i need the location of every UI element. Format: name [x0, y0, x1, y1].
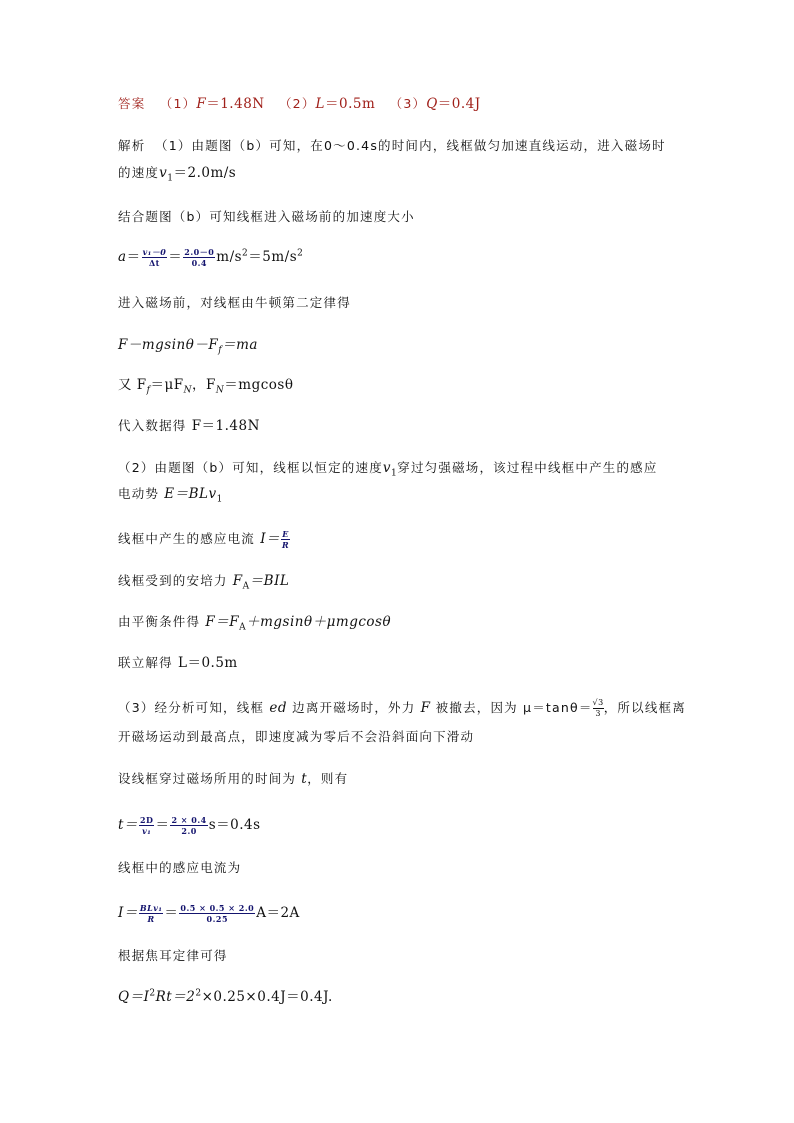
analysis-line-1 — [118, 137, 666, 155]
subscript-f: f — [218, 345, 223, 356]
fraction-numerator: E — [282, 529, 289, 539]
answer-part3-variable: Q — [426, 96, 438, 112]
subscript-A: A — [239, 622, 247, 633]
fraction-denominator: v₁ — [142, 826, 152, 836]
formula-part: F＝F — [205, 614, 240, 630]
formula-part: F — [232, 573, 243, 589]
fraction-2D-v1 — [139, 815, 155, 836]
analysis-text-1: （1）由题图（b）可知，在0～0.4s的时间内，线框做匀加速直线运动，进入磁场时 — [155, 138, 666, 153]
analysis-line-11 — [118, 529, 291, 550]
fraction-numerator: 2D — [139, 815, 154, 825]
formula-current: I＝ — [260, 531, 281, 547]
text-part3-c: 被撤去，因为 μ＝tanθ＝ — [430, 700, 593, 715]
fraction-denominator: 0.4 — [191, 258, 207, 268]
newton-equation — [118, 336, 258, 354]
answer-part3-number: （3） — [389, 96, 427, 111]
analysis-line-16: 开磁场运动到最高点，即速度减为零后不会沿斜面向下滑动 — [118, 729, 475, 744]
fraction-numerator: BLv₁ — [139, 903, 163, 913]
fraction-numerator: v₁－0 — [142, 247, 167, 257]
equation-part: 又 F — [118, 377, 147, 393]
subscript-N: N — [183, 385, 193, 396]
text-part2-cont: 穿过匀强磁场，该过程中线框中产生的感应 — [397, 460, 658, 475]
result-L: L＝0.5m — [177, 655, 238, 671]
analysis-line-19: 线框中的感应电流为 — [118, 860, 242, 875]
var-a: a — [118, 249, 127, 265]
analysis-line-5: 进入磁场前，对线框由牛顿第二定律得 — [118, 295, 351, 310]
text-part3: （3）经分析可知，线框 — [118, 700, 270, 715]
analysis-line-21: 根据焦耳定律可得 — [118, 948, 228, 963]
fraction-time-values — [170, 815, 207, 836]
analysis-label: 解析 — [118, 138, 146, 153]
text-part3-b: 边离开磁场时，外力 — [286, 700, 421, 715]
equals-sign: ＝ — [155, 817, 170, 833]
subscript-f: f — [146, 385, 151, 396]
answer-part2-value: ＝0.5m — [325, 96, 376, 112]
var-ed: ed — [269, 700, 287, 716]
formula-part: Q＝I — [118, 989, 150, 1005]
text-part2: （2）由题图（b）可知，线框以恒定的速度 — [118, 460, 383, 475]
unit-ms: m/s — [216, 249, 243, 265]
text-time-b: ，则有 — [307, 771, 349, 786]
result-I: A＝2A — [256, 905, 300, 921]
text-time: 设线框穿过磁场所用的时间为 — [118, 771, 302, 786]
superscript-2: 2 — [195, 988, 202, 999]
equals-sign: ＝ — [164, 905, 179, 921]
value-velocity: ＝2.0m/s — [173, 165, 237, 181]
acceleration-formula — [118, 247, 303, 268]
equation-part: ＝mgcosθ — [224, 377, 294, 393]
answer-label: 答案 — [118, 96, 146, 111]
equals-sign: ＝ — [126, 249, 141, 265]
value-acceleration: ＝5m/s — [248, 249, 298, 265]
text-ampere: 线框受到的安培力 — [118, 573, 233, 588]
fraction-numerator: 0.5 × 0.5 × 2.0 — [180, 903, 255, 913]
equation-part: ＝μF — [150, 377, 184, 393]
fraction-sqrt3-3 — [593, 698, 604, 719]
formula-emf: E＝BLv — [164, 486, 217, 502]
fraction-denominator: 0.25 — [206, 914, 229, 924]
equation-part: ，F — [192, 377, 216, 393]
formula-part: ＋mgsinθ＋μmgcosθ — [246, 614, 392, 630]
answer-part1-number: （1） — [159, 96, 197, 111]
answer-part2-variable: L — [315, 96, 325, 112]
result-Q: ×0.25×0.4J＝0.4J. — [201, 989, 333, 1005]
superscript-2: 2 — [297, 248, 304, 259]
answer-part1-value: ＝1.48N — [206, 96, 265, 112]
analysis-line-14 — [118, 654, 238, 672]
superscript-2: 2 — [149, 988, 156, 999]
fraction-numerator: 2 × 0.4 — [171, 815, 207, 825]
formula-part: I＝ — [118, 905, 138, 921]
subscript-1: 1 — [391, 468, 398, 479]
text-substitute: 代入数据得 — [118, 418, 192, 433]
fraction-numerator: √3 — [592, 698, 604, 707]
text-current: 线框中产生的感应电流 — [118, 531, 261, 546]
var-t: t — [301, 771, 308, 787]
answer-line — [118, 95, 481, 113]
superscript-2: 2 — [242, 248, 249, 259]
formula-part: Rt＝2 — [155, 989, 196, 1005]
analysis-line-13 — [118, 613, 391, 631]
equation-part: ＝ma — [222, 337, 258, 353]
text-part3-d: ，所以线框离 — [603, 700, 686, 715]
var-v: v — [159, 165, 168, 181]
fraction-E-R — [281, 529, 290, 550]
result-t: s＝0.4s — [208, 817, 261, 833]
fraction-current-values — [179, 903, 255, 924]
fraction-denominator: 2.0 — [181, 826, 197, 836]
analysis-line-15 — [118, 698, 686, 719]
analysis-line-10 — [118, 485, 223, 503]
equation-part: F－mgsinθ－F — [118, 337, 219, 353]
subscript-A: A — [242, 581, 250, 592]
text-emf: 电动势 — [118, 486, 165, 501]
result-F: F＝1.48N — [191, 418, 260, 434]
analysis-line-2 — [118, 164, 236, 182]
answer-part1-variable: F — [196, 96, 207, 112]
friction-equation — [118, 376, 293, 394]
fraction-denominator: R — [147, 914, 155, 924]
var-v: v — [382, 460, 392, 476]
text-velocity-prefix: 的速度 — [118, 165, 160, 180]
fraction-denominator: R — [282, 540, 290, 550]
fraction-denominator: Δt — [148, 258, 160, 268]
var-F: F — [420, 700, 431, 716]
joule-formula — [118, 988, 333, 1006]
analysis-line-3: 结合题图（b）可知线框进入磁场前的加速度大小 — [118, 209, 415, 224]
analysis-line-9 — [118, 459, 658, 477]
formula-part: ＝BIL — [249, 573, 290, 589]
analysis-line-17 — [118, 770, 348, 788]
fraction-dv-dt — [142, 247, 168, 268]
equals-sign: ＝ — [168, 249, 183, 265]
subscript-1: 1 — [216, 494, 223, 505]
answer-part2-number: （2） — [278, 96, 316, 111]
fraction-denominator: 3 — [595, 709, 601, 718]
fraction-numerator: 2.0－0 — [184, 247, 215, 257]
text-equilibrium: 由平衡条件得 — [118, 614, 206, 629]
answer-part3-value: ＝0.4J — [437, 96, 481, 112]
formula-part: t＝ — [118, 817, 138, 833]
time-formula — [118, 815, 261, 836]
analysis-line-8 — [118, 417, 260, 435]
fraction-values — [183, 247, 215, 268]
current-formula — [118, 903, 300, 924]
fraction-BLv-R — [139, 903, 164, 924]
analysis-line-12 — [118, 572, 289, 590]
subscript-1: 1 — [167, 173, 174, 184]
subscript-N: N — [215, 385, 225, 396]
text-solve: 联立解得 — [118, 655, 178, 670]
